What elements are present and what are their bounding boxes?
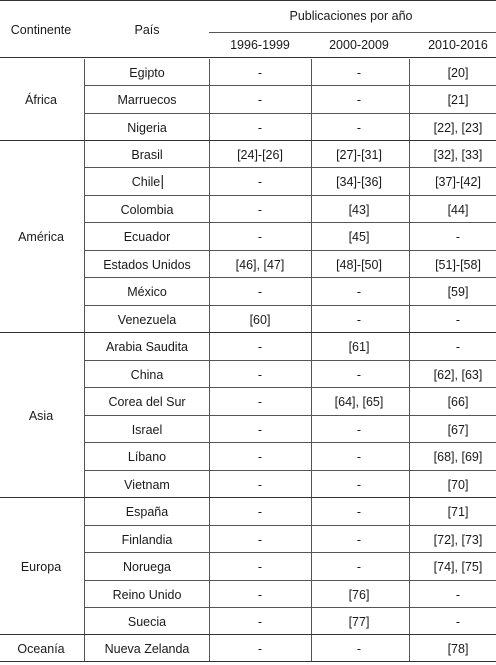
period-2-cell: [77] — [348, 614, 370, 629]
row-separator — [84, 415, 496, 416]
column-divider — [209, 141, 210, 332]
period-2-cell: [61] — [348, 339, 370, 354]
row-separator — [84, 525, 496, 526]
table-row — [0, 581, 496, 608]
period-3-cell: [67] — [447, 422, 469, 437]
column-divider — [409, 635, 410, 661]
period-2-cell: - — [356, 65, 362, 80]
column-divider — [409, 333, 410, 497]
continent-label: Oceanía — [17, 641, 65, 656]
header-period-2: 2000-2009 — [329, 38, 389, 52]
period-1-cell: - — [257, 587, 263, 602]
country-cell: Estados Unidos — [103, 257, 191, 272]
header-continent: Continente — [10, 23, 72, 37]
period-1-cell: - — [257, 339, 263, 354]
period-1-cell: - — [257, 477, 263, 492]
period-2-cell: - — [356, 312, 362, 327]
row-left-border — [84, 141, 85, 332]
country-cell: Reino Unido — [112, 587, 182, 602]
period-3-cell: [66] — [447, 394, 469, 409]
header-group-rule — [209, 32, 496, 33]
country-cell: Arabia Saudita — [105, 339, 189, 354]
period-3-cell: [78] — [447, 641, 469, 656]
period-1-cell: - — [257, 532, 263, 547]
period-2-cell: - — [356, 477, 362, 492]
period-1-cell: - — [257, 559, 263, 574]
period-1-cell: - — [257, 394, 263, 409]
header-country: País — [134, 23, 160, 37]
table-row — [0, 333, 496, 360]
table-row — [0, 416, 496, 443]
period-2-cell: [76] — [348, 587, 370, 602]
table-row — [0, 443, 496, 470]
table-top-rule — [0, 0, 496, 1]
period-2-cell: - — [356, 641, 362, 656]
country-cell: Venezuela — [117, 312, 177, 327]
period-1-cell: - — [257, 202, 263, 217]
column-divider — [311, 333, 312, 497]
period-3-cell: [70] — [447, 477, 469, 492]
period-1-cell: - — [257, 229, 263, 244]
period-3-cell: [22], [23] — [433, 120, 483, 135]
row-separator — [84, 277, 496, 278]
period-2-cell: - — [356, 559, 362, 574]
table-row — [0, 196, 496, 223]
row-left-border — [84, 498, 85, 634]
header-period-1: 1996-1999 — [230, 38, 290, 52]
table-row — [0, 361, 496, 388]
period-2-cell: - — [356, 449, 362, 464]
table-row — [0, 471, 496, 498]
column-divider — [311, 635, 312, 661]
text-cursor-caret — [161, 175, 162, 189]
table-row — [0, 526, 496, 553]
table-row — [0, 635, 496, 662]
period-2-cell: [64], [65] — [334, 394, 384, 409]
period-3-cell: [59] — [447, 284, 469, 299]
period-1-cell: - — [257, 92, 263, 107]
group-rule — [0, 634, 496, 635]
header-bottom-rule — [0, 57, 496, 58]
row-separator — [84, 167, 496, 168]
period-2-cell: [34]-[36] — [336, 174, 382, 189]
column-divider — [311, 141, 312, 332]
column-divider — [209, 498, 210, 634]
period-3-cell: - — [455, 614, 461, 629]
period-2-cell: [43] — [348, 202, 370, 217]
period-3-cell: [74], [75] — [433, 559, 483, 574]
table-row — [0, 278, 496, 305]
group-rule — [0, 332, 496, 333]
row-separator — [84, 442, 496, 443]
country-cell: Brasil — [131, 147, 163, 162]
row-separator — [84, 580, 496, 581]
period-3-cell: [71] — [447, 504, 469, 519]
period-3-cell: [68], [69] — [433, 449, 483, 464]
country-cell: Corea del Sur — [108, 394, 186, 409]
country-cell: Noruega — [123, 559, 171, 574]
period-3-cell: [62], [63] — [433, 367, 483, 382]
period-1-cell: - — [257, 367, 263, 382]
row-separator — [84, 387, 496, 388]
row-separator — [84, 113, 496, 114]
period-3-cell: - — [455, 587, 461, 602]
period-1-cell: - — [257, 504, 263, 519]
period-2-cell: [27]-[31] — [336, 147, 382, 162]
table-row — [0, 86, 496, 113]
country-cell: China — [130, 367, 164, 382]
row-separator — [84, 85, 496, 86]
period-1-cell: - — [257, 65, 263, 80]
table-row — [0, 114, 496, 141]
row-separator — [84, 250, 496, 251]
group-rule — [0, 497, 496, 498]
period-2-cell: [45] — [348, 229, 370, 244]
group-rule — [0, 140, 496, 141]
column-divider — [209, 59, 210, 140]
country-cell: Colombia — [120, 202, 174, 217]
country-cell: Egipto — [129, 65, 165, 80]
table-row — [0, 608, 496, 635]
period-1-cell: - — [257, 449, 263, 464]
table-row — [0, 498, 496, 525]
continent-label: América — [18, 230, 64, 245]
country-cell: Líbano — [127, 449, 167, 464]
column-divider — [311, 59, 312, 140]
row-separator — [84, 195, 496, 196]
row-separator — [84, 305, 496, 306]
continent-label: Asia — [28, 408, 54, 423]
row-separator — [84, 552, 496, 553]
table-row — [0, 553, 496, 580]
group-rule — [0, 661, 496, 662]
period-1-cell: - — [257, 641, 263, 656]
period-3-cell: - — [455, 312, 461, 327]
column-divider — [209, 333, 210, 497]
header-period-3: 2010-2016 — [428, 38, 488, 52]
period-3-cell: [21] — [447, 92, 469, 107]
country-cell: Suecia — [127, 614, 167, 629]
column-divider — [409, 141, 410, 332]
period-2-cell: - — [356, 92, 362, 107]
column-divider — [311, 498, 312, 634]
period-3-cell: [51]-[58] — [435, 257, 481, 272]
period-2-cell: - — [356, 367, 362, 382]
period-3-cell: - — [455, 229, 461, 244]
continent-label: África — [25, 93, 57, 108]
row-left-border — [84, 333, 85, 497]
period-1-cell: - — [257, 422, 263, 437]
period-1-cell: - — [257, 614, 263, 629]
period-3-cell: [72], [73] — [433, 532, 483, 547]
row-left-border — [84, 59, 85, 140]
header-publications-group: Publicaciones por año — [289, 9, 413, 23]
row-left-border — [84, 635, 85, 661]
period-1-cell: [46], [47] — [235, 257, 285, 272]
period-3-cell: [37]-[42] — [435, 174, 481, 189]
period-2-cell: - — [356, 532, 362, 547]
period-2-cell: - — [356, 120, 362, 135]
row-separator — [84, 222, 496, 223]
country-cell: Chile — [131, 174, 161, 189]
country-cell: Nueva Zelanda — [104, 641, 190, 656]
table-row — [0, 306, 496, 333]
table-row — [0, 388, 496, 415]
country-cell: México — [127, 284, 167, 299]
country-cell: Nigeria — [127, 120, 167, 135]
column-divider — [409, 59, 410, 140]
period-2-cell: - — [356, 284, 362, 299]
period-3-cell: [32], [33] — [433, 147, 483, 162]
country-cell: Marruecos — [117, 92, 177, 107]
period-1-cell: - — [257, 120, 263, 135]
period-3-cell: [44] — [447, 202, 469, 217]
period-1-cell: [24]-[26] — [237, 147, 283, 162]
continent-label: Europa — [20, 559, 62, 574]
period-1-cell: - — [257, 174, 263, 189]
period-2-cell: - — [356, 504, 362, 519]
table-row — [0, 223, 496, 250]
period-2-cell: [48]-[50] — [336, 257, 382, 272]
row-separator — [84, 607, 496, 608]
period-1-cell: - — [257, 284, 263, 299]
column-divider — [409, 498, 410, 634]
table-row — [0, 59, 496, 86]
country-cell: Finlandia — [121, 532, 173, 547]
country-cell: Vietnam — [124, 477, 170, 492]
country-cell: Ecuador — [123, 229, 171, 244]
table-row — [0, 168, 496, 195]
row-separator — [84, 360, 496, 361]
period-3-cell: - — [455, 339, 461, 354]
row-separator — [84, 470, 496, 471]
period-2-cell: - — [356, 422, 362, 437]
column-divider — [209, 635, 210, 661]
period-1-cell: [60] — [249, 312, 271, 327]
country-cell: Israel — [131, 422, 163, 437]
period-3-cell: [20] — [447, 65, 469, 80]
country-cell: España — [125, 504, 169, 519]
